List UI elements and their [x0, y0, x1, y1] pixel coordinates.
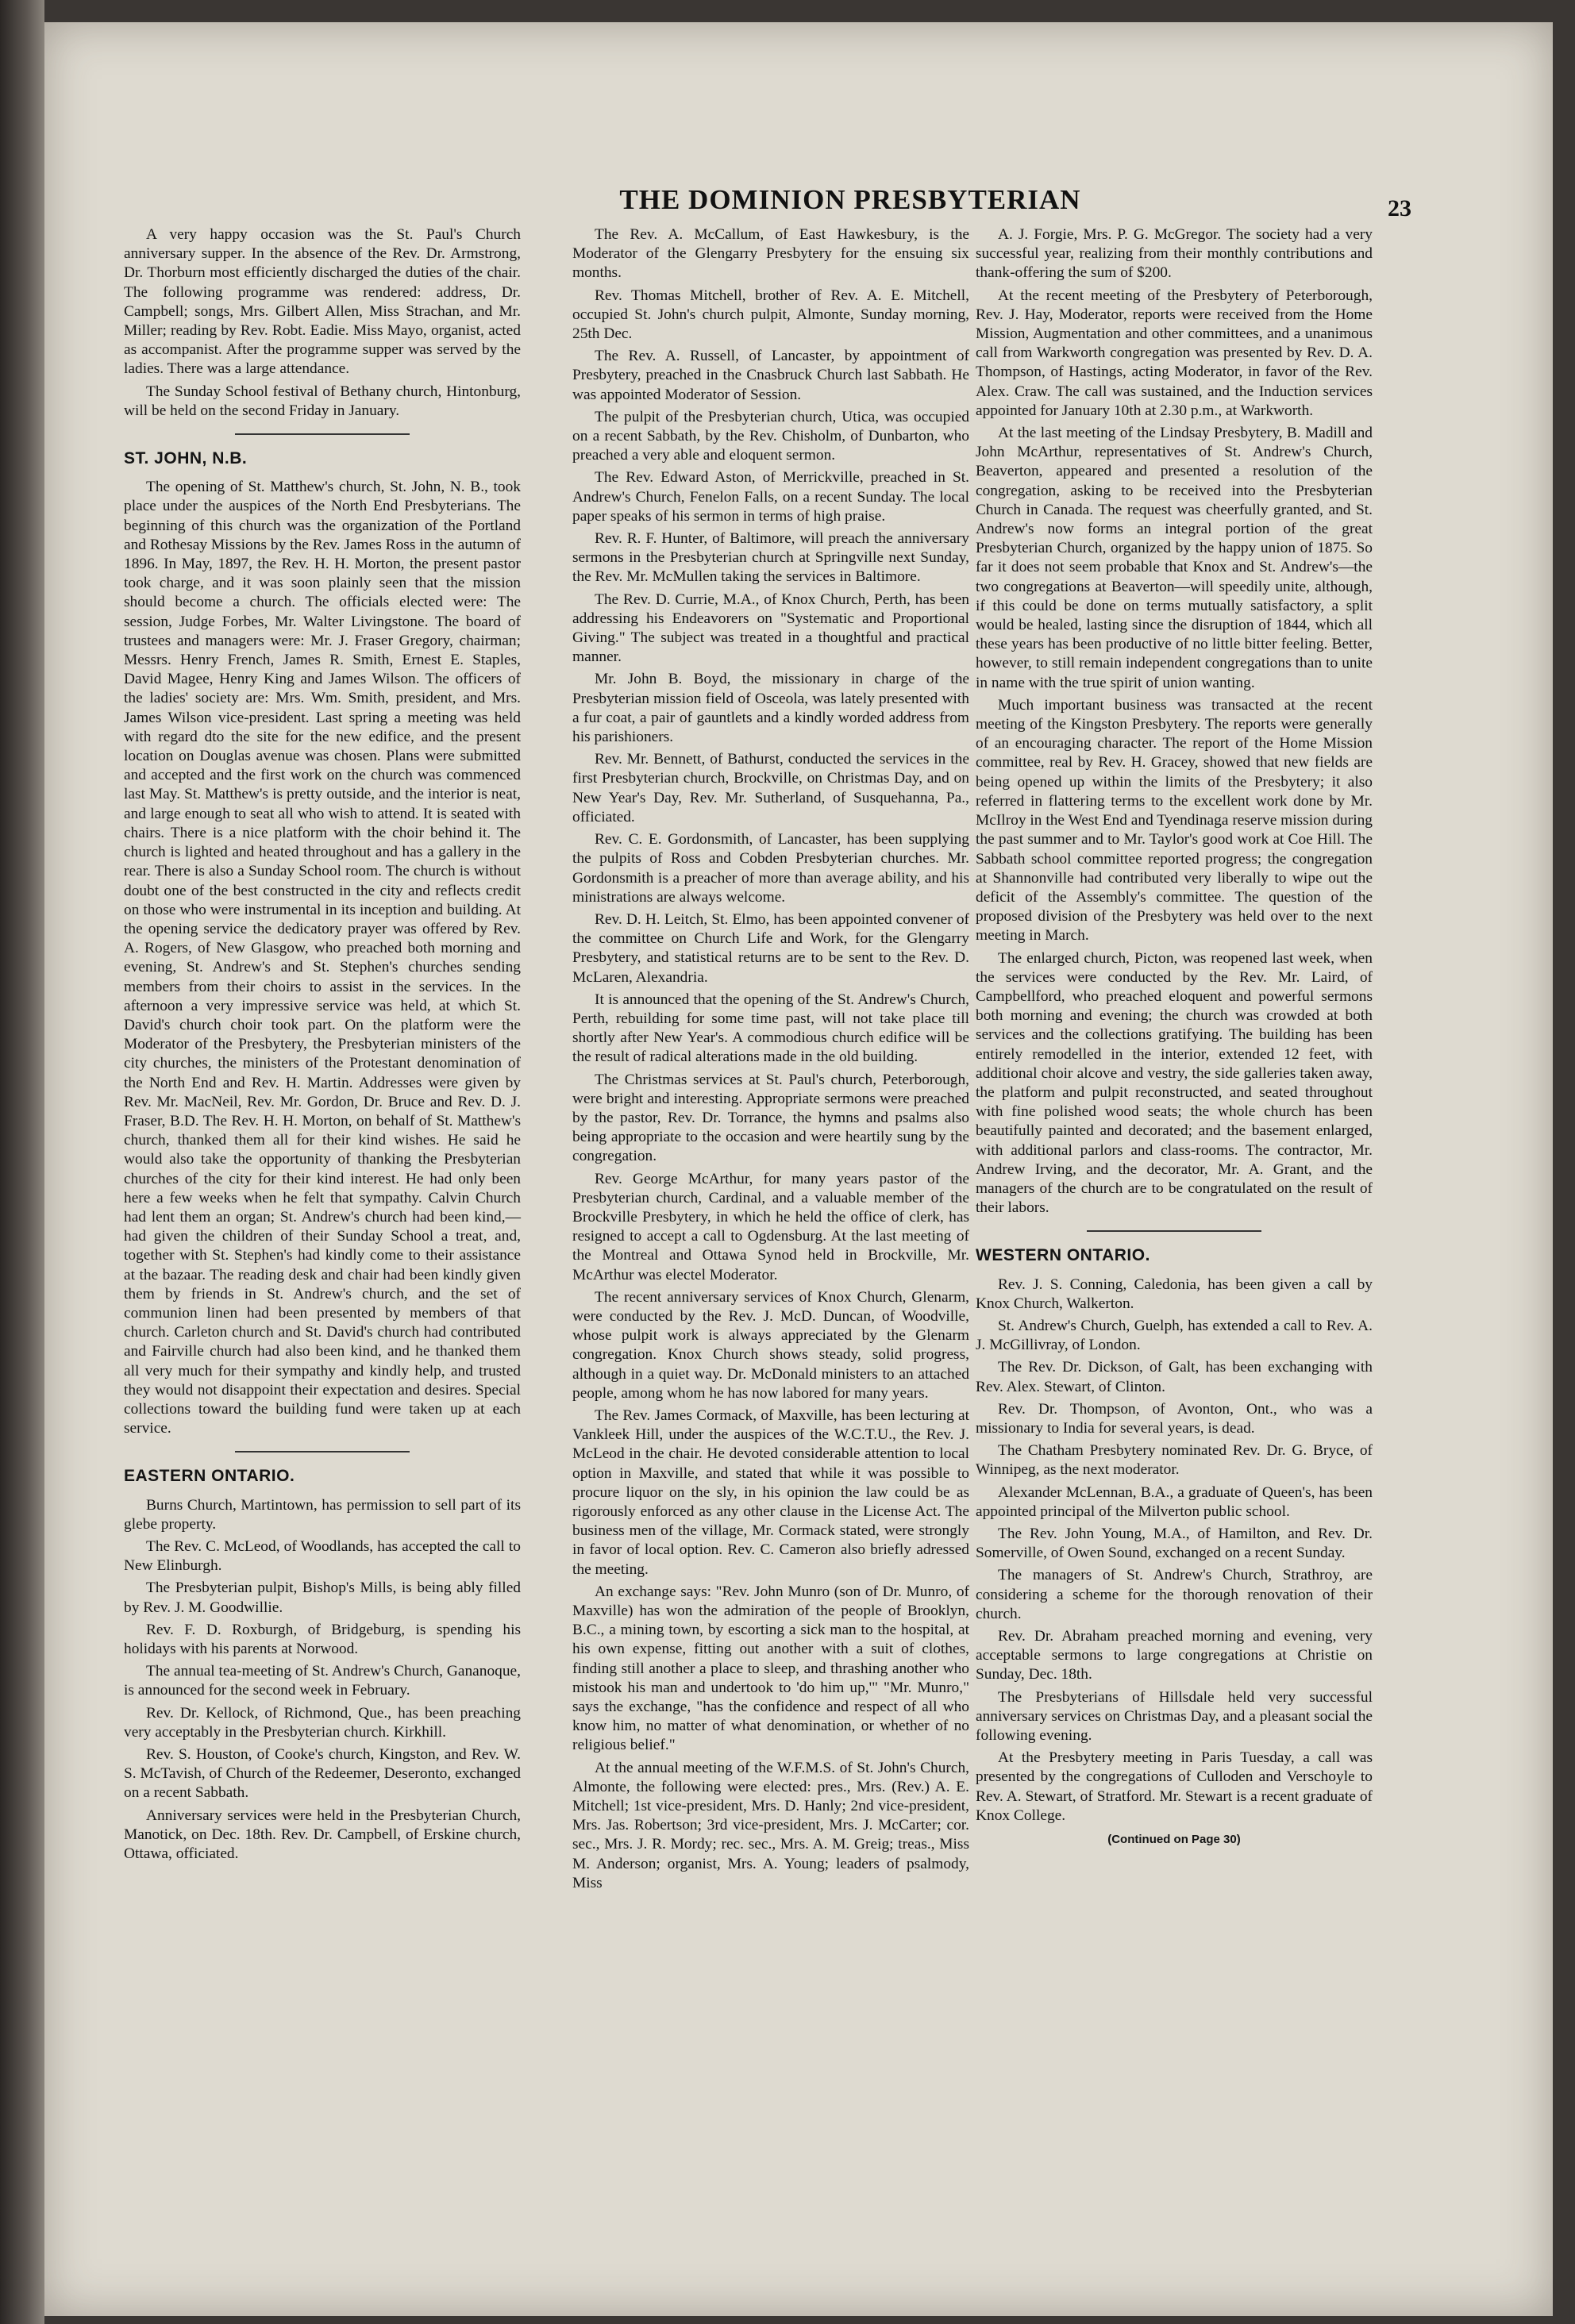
news-item: The pulpit of the Presbyterian church, Utica, was occupied on a recent Sabbath, by the Rev. Chisholm, of Dunbarton, who preached a very able and eloquent sermon.	[572, 408, 969, 464]
news-item: Rev. Thomas Mitchell, brother of Rev. A. E. Mitchell, occupied St. John's church pulpit, Almonte, Sunday morning, 25th Dec.	[572, 287, 969, 343]
section-heading-western-ontario: WESTERN ONTARIO.	[976, 1246, 1150, 1265]
news-item: The Chatham Presbytery nominated Rev. Dr. G. Bryce, of Winnipeg, as the next moderator.	[976, 1442, 1373, 1479]
news-item: At the recent meeting of the Presbytery of Peterborough, Rev. J. Hay, Moderator, reports were received from the Home Mission, Augmentation and other committees, and a unanimous call from Warkworth congregation was presented by Rev. D. A. Thompson, of Hastings, acting Moderator, in favor of the Rev. Alex. Craw. The call was sustained, and the Induction services appointed for January 10th at 2.30 p.m., at Warkworth.	[976, 287, 1373, 419]
news-item: An exchange says: "Rev. John Munro (son of Dr. Munro, of Maxville) has won the admiration of the people of Brooklyn, B.C., a mining town, by escorting a sick man to the hospital, at his own expense, fitting out another with a suit of clothes, finding still another a place to sleep, and thrashing another who mistook his man and undertook to 'do him up,'" "Mr. Munro," says the exchange, "has the confidence and respect of all who know him, no matter of what denomination, or whether of no religious belief."	[572, 1583, 969, 1754]
news-item: It is announced that the opening of the St. Andrew's Church, Perth, rebuilding for some time past, will not take place till shortly after New Year's. A commodious church edifice will be the result of radical alterations made in the old building.	[572, 991, 969, 1066]
news-item: The Rev. James Cormack, of Maxville, has been lecturing at Vankleek Hill, under the auspices of the W.C.T.U., the Rev. J. McLeod in the chair. He devoted considerable attention to local option in Maxville, and stated that while it was possible to procure liquor on the sly, in his opinion the law could be as rigorously enforced as any other clause in the License Act. The business men of the village, Mr. Cormack stated, were strongly in favor of local option. Rev. C. Cameron also briefly adressed the meeting.	[572, 1406, 969, 1578]
news-item: The Rev. A. Russell, of Lancaster, by appointment of Presbytery, preached in the Cnasbruck Church last Sabbath. He was appointed Moderator of Session.	[572, 348, 969, 403]
article-paragraph: The opening of St. Matthew's church, St. John, N. B., took place under the auspices of the North End Presbyterians. The beginning of this church was the organization of the Portland and Rothesay Missions by the Rev. James Ross in the autumn of 1896. In May, 1897, the Rev. H. H. Morton, the present pastor took charge, and it was soon plainly seen that the mission should become a church. The officials elected were: The session, Judge Forbes, Mr. Walter Livingstone. The board of trustees and managers were: Mr. J. Fraser Gregory, chairman; Messrs. Henry French, James R. Smith, Ernest E. Staples, David Magee, Henry King and James Wilson. The officers of the ladies' society are: Mrs. Wm. Smith, president, and Mrs. James Wilson vice-president. Last spring a meeting was held with regard dto the site for the new edifice, and the present location on Douglas avenue was chosen. Plans were submitted and accepted and the first work on the church was commenced last May. St. Matthew's is pretty outside, and the interior is neat, and large enough to seat all who wish to attend. It is seated with chairs. There is a nice platform with the choir behind it. The church is lighted and heated throughout and has a gallery in the rear. There is also a Sunday School room. The church is without doubt one of the best constructed in the city and reflects credit on those who were instrumental in its inception and building. At the opening service the dedicatory prayer was offered by Rev. A. Rogers, of New Glasgow, who preached both morning and evening, St. Andrew's and St. Stephen's churches sending members from their choirs to assist in the services. In the afternoon a very impressive service was held, at which St. David's church choir took part. On the platform were the Moderator of the Presbytery, the Presbyterian ministers of the city churches, the ministers of the Protestant denomination of the North End and Rev. H. Martin. Addresses were given by Rev. Mr. MacNeil, Rev. Mr. Gordon, Dr. Bruce and Rev. D. J. Fraser, B.D. The Rev. H. H. Morton, on behalf of St. Matthew's church, thanked them all for their kind wishes. He said he would also take the opportunity of thanking the Presbyterian churches of the city for their kind interest. He had only been here a few weeks when he felt that sympathy. Calvin Church had lent them an organ; St. Andrew's church had been kind,—had given the children of their Sunday School a treat, and, together with St. Stephen's had kindly come to their assistance at the bazaar. The reading desk and chair had been kindly given them by friends in St. Andrew's church, and the set of communion linen had been presented by members of that church. Carleton church and St. David's church had contributed and Fairville church had also been kind, and he thanked them all very much for their sympathy and kindly help, and trusted they would not disappoint their expectation and desires. Special collections toward the building fund were taken up at each service.	[124, 479, 521, 1437]
news-item: The Presbyterians of Hillsdale held very successful anniversary services on Christmas Day, and a pleasant social the following evening.	[976, 1688, 1373, 1745]
news-item: Rev. Dr. Kellock, of Richmond, Que., has been preaching very acceptably in the Presbyterian church. Kirkhill.	[124, 1704, 521, 1741]
news-item: Rev. C. E. Gordonsmith, of Lancaster, has been supplying the pulpits of Ross and Cobden Presbyterian churches. Mr. Gordonsmith is a preacher of more than average ability, and his ministrations are always welcome.	[572, 831, 969, 906]
right-column	[976, 225, 1373, 1849]
news-item: Anniversary services were held in the Presbyterian Church, Manotick, on Dec. 18th. Rev. Dr. Campbell, of Erskine church, Ottawa, officiated.	[124, 1806, 521, 1863]
article-paragraph: A very happy occasion was the St. Paul's Church anniversary supper. In the absence of the Rev. Dr. Armstrong, Dr. Thorburn most efficiently discharged the duties of the chair. The following programme was rendered: address, Dr. Campbell; songs, Mrs. Gilbert Allen, Miss Strachan, and Mr. Miller; reading by Rev. Robt. Eadie. Miss Mayo, organist, acted as accompanist. After the programme supper was served by the ladies. There was a large attendance.	[124, 226, 521, 378]
section-divider	[235, 1451, 410, 1452]
left-column	[124, 225, 521, 1867]
news-item: Rev. F. D. Roxburgh, of Bridgeburg, is spending his holidays with his parents at Norwood.	[124, 1621, 521, 1658]
news-item: Mr. John B. Boyd, the missionary in charge of the Presbyterian mission field of Osceola, was lately presented with a fur coat, a pair of gauntlets and a kindly worded address from his parishioners.	[572, 671, 969, 746]
news-item: Burns Church, Martintown, has permission to sell part of its glebe property.	[124, 1496, 521, 1533]
page-number: 23	[1388, 195, 1411, 221]
news-item: The Presbyterian pulpit, Bishop's Mills, is being ably filled by Rev. J. M. Goodwillie.	[124, 1579, 521, 1616]
news-item: The Rev. D. Currie, M.A., of Knox Church, Perth, has been addressing his Endeavorers on "Systematic and Proportional Giving." The subject was treated in a thoughtful and practical manner.	[572, 591, 969, 666]
news-item: St. Andrew's Church, Guelph, has extended a call to Rev. A. J. McGillivray, of London.	[976, 1317, 1373, 1354]
section-heading-eastern-ontario: EASTERN ONTARIO.	[124, 1467, 295, 1486]
news-item: The Christmas services at St. Paul's church, Peterborough, were bright and interesting. Appropriate sermons were preached by the pastor, Rev. Dr. Torrance, the hymns and psalms also being appropriate to the occasion and were heartily sung by the congregation.	[572, 1071, 969, 1165]
news-item: Rev. George McArthur, for many years pastor of the Presbyterian church, Cardinal, and a valuable member of the Brockville Presbytery, in which he held the office of clerk, has resigned to accept a call to Ogdensburg. At the last meeting of the Montreal and Ottawa Synod held in Brockville, Mr. McArthur was electel Moderator.	[572, 1170, 969, 1283]
section-divider	[1087, 1230, 1261, 1232]
section-heading-st-john: ST. JOHN, N.B.	[124, 449, 248, 468]
news-item: The managers of St. Andrew's Church, Strathroy, are considering a scheme for the thorough renovation of their church.	[976, 1567, 1373, 1622]
news-item: Rev. R. F. Hunter, of Baltimore, will preach the anniversary sermons in the Presbyterian church at Springville next Sunday, the Rev. Mr. McMullen taking the services in Baltimore.	[572, 530, 969, 586]
news-item: A. J. Forgie, Mrs. P. G. McGregor. The society had a very successful year, realizing from their monthly contributions and thank-offering the sum of $200.	[976, 226, 1373, 282]
news-item: At the last meeting of the Lindsay Presbytery, B. Madill and John McArthur, representatives of St. Andrew's Church, Beaverton, appeared and presented a resolution of the congregation, asking to be received into the Presbyterian Church in Canada. The request was cheerfully granted, and St. Andrew's now forms an integral portion of the great Presbyterian Church, organized by the happy union of 1875. So far it does not seem probable that Knox and St. Andrew's—the two congregations at Beaverton—will speedily unite, although, if this could be done on terms mutually satisfactory, a split would be healed, lasting since the disruption of 1844, which all these years has been productive of no little bitter feeling. Better, however, to still remain independent congregations than to unite in name with the true spirit of union wanting.	[976, 425, 1373, 691]
section-divider	[235, 433, 410, 435]
news-item: Alexander McLennan, B.A., a graduate of Queen's, has been appointed principal of the Milverton public school.	[976, 1483, 1373, 1520]
continued-notice: (Continued on Page 30)	[1107, 1833, 1241, 1847]
news-item: Rev. Mr. Bennett, of Bathurst, conducted the services in the first Presbyterian church, Brockville, on Christmas Day, and on New Year's Day, Rev. Mr. Sutherland, of Susquehanna, Pa., officiated.	[572, 751, 969, 825]
news-item: At the annual meeting of the W.F.M.S. of St. John's Church, Almonte, the following were elected: pres., Mrs. (Rev.) A. E. Mitchell; 1st vice-president, Mrs. D. Hanly; 2nd vice-president, Mrs. Jas. Robertson; 3rd vice-president, Mrs. J. McCarter; cor. sec., Mrs. J. R. Mordy; rec. sec., Mrs. A. M. Greig; treas., Miss M. Anderson; organist, Mrs. A. Young; leaders of psalmody, Miss	[572, 1759, 969, 1891]
news-item: Much important business was transacted at the recent meeting of the Kingston Presbytery. The reports were generally of an encouraging character. The report of the Home Mission committee, real by Rev. H. Gracey, showed that new fields are being opened up within the limits of the Presbytery; it also referred in flattering terms to the excellent work done by Mr. McIlroy in the West End and Tyendinaga reserve mission during the past summer and to Mr. Taylor's good work at Coe Hill. The Sabbath school committee reported progress; the congregation at Shannonville had contributed very liberally to wipe out the deficit of the Assembly's committee. The question of the proposed division of the Presbytery was held over to the next meeting in March.	[976, 696, 1373, 945]
news-item: Rev. Dr. Abraham preached morning and evening, very acceptable sermons to large congregations at Christie on Sunday, Dec. 18th.	[976, 1628, 1373, 1683]
news-item: The Rev. C. McLeod, of Woodlands, has accepted the call to New Elinburgh.	[124, 1538, 521, 1575]
news-item: The Rev. A. McCallum, of East Hawkesbury, is the Moderator of the Glengarry Presbytery for the ensuing six months.	[572, 226, 969, 282]
page-binding-edge	[0, 0, 44, 2324]
news-item: Rev. D. H. Leitch, St. Elmo, has been appointed convener of the committee on Church Life and Work, for the Glengarry Presbytery, and statistical returns are to be sent to the Rev. D. McLaren, Alexandria.	[572, 910, 969, 986]
news-item: The Rev. Dr. Dickson, of Galt, has been exchanging with Rev. Alex. Stewart, of Clinton.	[976, 1359, 1373, 1395]
news-item: The annual tea-meeting of St. Andrew's Church, Gananoque, is announced for the second week in February.	[124, 1663, 521, 1699]
masthead: THE DOMINION PRESBYTERIAN	[619, 184, 1081, 215]
news-item: Rev. Dr. Thompson, of Avonton, Ont., who was a missionary to India for several years, is dead.	[976, 1400, 1373, 1437]
news-item: The Rev. John Young, M.A., of Hamilton, and Rev. Dr. Somerville, of Owen Sound, exchanged on a recent Sunday.	[976, 1526, 1373, 1562]
news-item: The recent anniversary services of Knox Church, Glenarm, were conducted by the Rev. J. McD. Duncan, of Woodville, whose pulpit work is always appreciated by the Glenarm congregation. Knox Church shows steady, solid progress, although in a quiet way. Dr. McDonald ministers to an attached people, among whom he has now labored for many years.	[572, 1288, 969, 1402]
news-item: At the Presbytery meeting in Paris Tuesday, a call was presented by the congregations of Culloden and Verschoyle to Rev. A. Stewart, of Stratford. Mr. Stewart is a recent graduate of Knox College.	[976, 1749, 1373, 1824]
news-item: The Rev. Edward Aston, of Merrickville, preached in St. Andrew's Church, Fenelon Falls, on a recent Sunday. The local paper speaks of his sermon in terms of high praise.	[572, 469, 969, 525]
middle-column	[572, 225, 969, 1896]
news-item: Rev. S. Houston, of Cooke's church, Kingston, and Rev. W. S. McTavish, of Church of the Redeemer, Deseronto, exchanged on a recent Sabbath.	[124, 1746, 521, 1802]
article-paragraph: The Sunday School festival of Bethany church, Hintonburg, will be held on the second Friday in January.	[124, 383, 521, 419]
news-item: Rev. J. S. Conning, Caledonia, has been given a call by Knox Church, Walkerton.	[976, 1276, 1373, 1312]
news-item: The enlarged church, Picton, was reopened last week, when the services were conducted by the Rev. Mr. Laird, of Campbellford, who preached eloquent and powerful sermons both morning and evening; the church was crowded at both services and the collections gratifying. The building has been entirely remodelled in the interior, extended 12 feet, with additional choir alcove and vestry, the side galleries taken away, the platform and pulpit reconstructed, and seated throughout with fine polished wood seats; the whole church has been beautifully painted and decorated; and the basement enlarged, with additional parlors and class-rooms. The contractor, Mr. Andrew Irving, and the decorator, Mr. A. Grant, and the managers of the church are to be congratulated on the result of their labors.	[976, 949, 1373, 1217]
